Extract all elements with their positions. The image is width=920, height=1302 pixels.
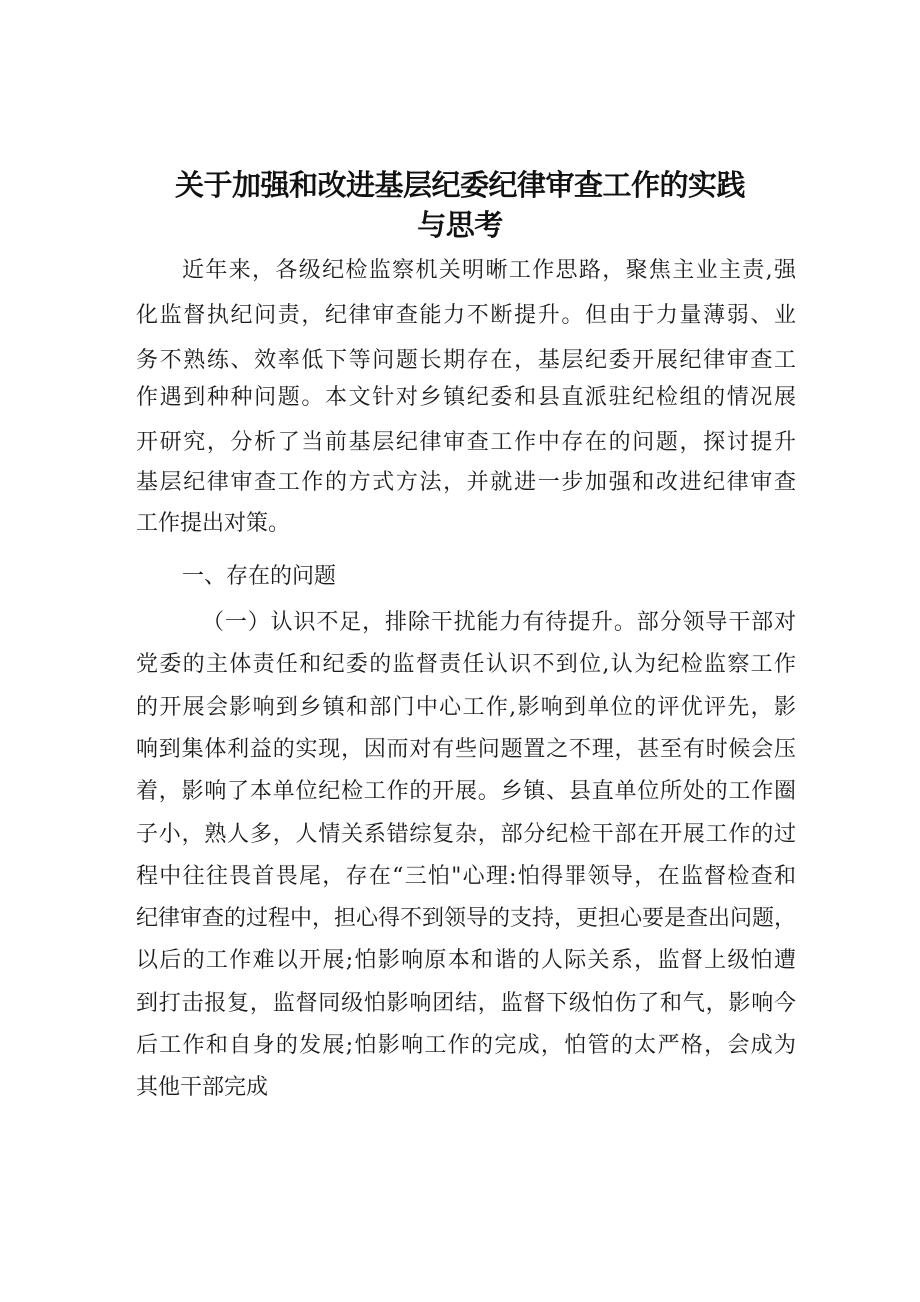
section-heading: 一、存在的问题: [182, 564, 337, 589]
section1-line-4: 响到集体利益的实现，因而对有些问题置之不理，甚至有时候会压: [136, 737, 796, 762]
section1-line-12: 其他干部完成: [136, 1075, 269, 1100]
section1-line-7: 程中往往畏首畏尾，存在“三怕"心理:怕得罪领导，在监督检查和: [136, 864, 796, 889]
intro-line-5: 开研究，分析了当前基层纪律审查工作中存在的问题，探讨提升: [136, 430, 796, 455]
document-title-line-1: 关于加强和改进基层纪委纪律审查工作的实践: [174, 168, 745, 202]
intro-line-7: 工作提出对策。: [136, 511, 291, 536]
section1-line-3: 的开展会影响到乡镇和部门中心工作,影响到单位的评优评先，影: [136, 695, 796, 720]
section1-line-10: 到打击报复，监督同级怕影响团结，监督下级怕伤了和气，影响今: [136, 991, 796, 1016]
section1-line-5: 着，影响了本单位纪检工作的开展。乡镇、县直单位所处的工作圈: [136, 779, 796, 804]
section1-line-11: 后工作和自身的发展;怕影响工作的完成，怕管的太严格，会成为: [136, 1033, 796, 1058]
intro-line-2: 化监督执纪问责，纪律审查能力不断提升。但由于力量薄弱、业: [136, 303, 796, 328]
section1-line-9: 以后的工作难以开展;怕影响原本和谐的人际关系，监督上级怕遭: [136, 948, 796, 973]
section1-line-2: 党委的主体责任和纪委的监督责任认识不到位,认为纪检监察工作: [136, 652, 796, 677]
intro-line-4: 作遇到种种问题。本文针对乡镇纪委和县直派驻纪检组的情况展: [136, 385, 796, 410]
document-title-line-2: 与思考: [417, 208, 503, 242]
section1-line-1: （一）认识不足，排除干扰能力有待提升。部分领导干部对: [202, 610, 796, 635]
intro-line-6: 基层纪律审查工作的方式方法，并就进一步加强和改进纪律审查: [136, 470, 796, 495]
intro-line-3: 务不熟练、效率低下等问题长期存在，基层纪委开展纪律审查工: [136, 348, 796, 373]
section1-line-8: 纪律审查的过程中，担心得不到领导的支持，更担心要是查出问题，: [136, 906, 797, 931]
intro-line-1: 近年来，各级纪检监察机关明晰工作思路，聚焦主业主责,强: [182, 258, 796, 283]
section1-line-6: 子小，熟人多，人情关系错综复杂，部分纪检干部在开展工作的过: [136, 822, 796, 847]
